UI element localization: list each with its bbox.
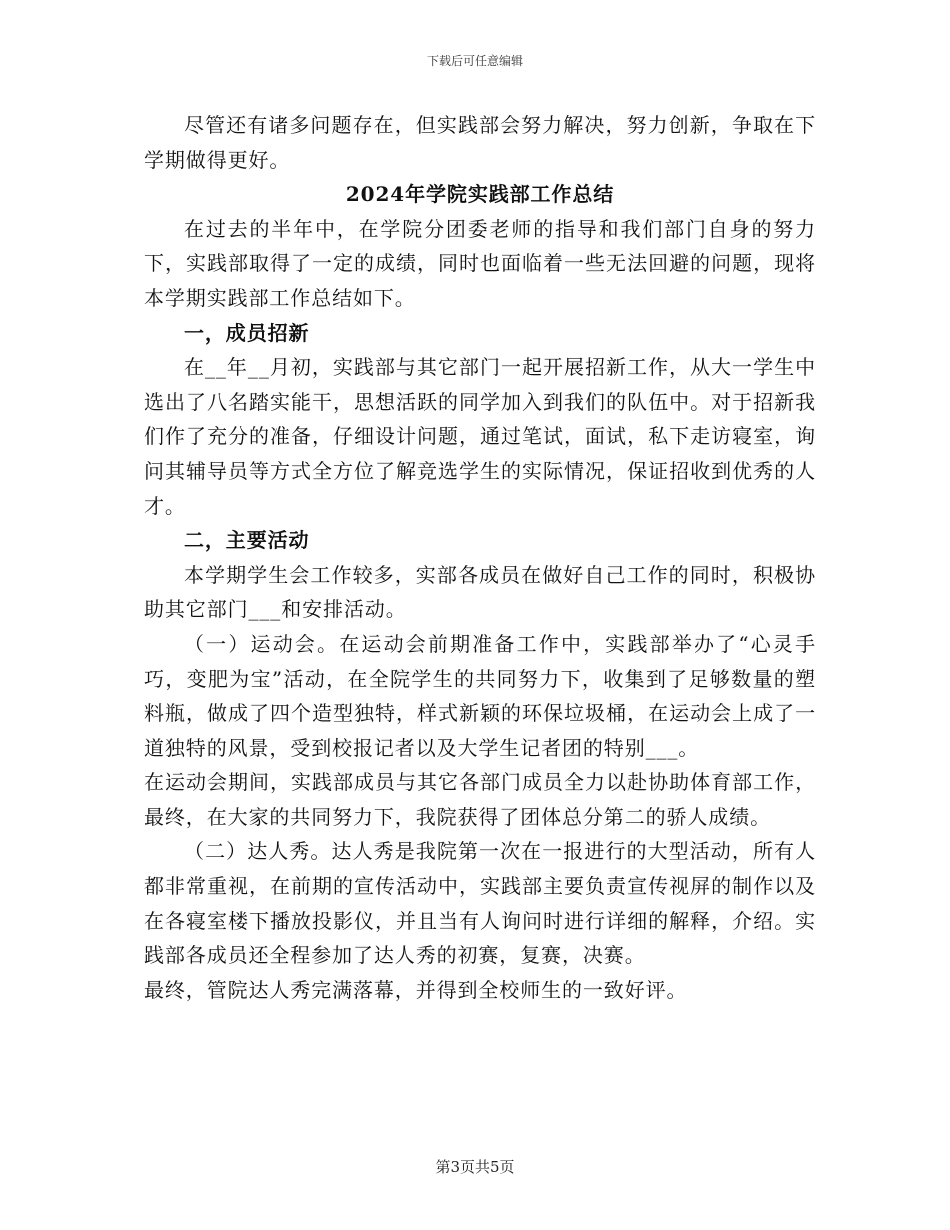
sports-meet-result-paragraph: 在运动会期间，实践部成员与其它各部门成员全力以赴协助体育部工作，最终，在大家的共同努力下，我院获得了团体总分第二的骄人成绩。 [144, 770, 816, 829]
section-heading-recruitment: 一，成员招新 [184, 320, 310, 345]
opening-paragraph: 在过去的半年中，在学院分团委老师的指导和我们部门自身的努力下，实践部取得了一定的成绩，同时也面临着一些无法回避的问题，现将本学期实践部工作总结如下。 [144, 216, 816, 310]
section-heading-activities: 二，主要活动 [184, 528, 310, 553]
recruitment-paragraph: 在__年__月初，实践部与其它部门一起开展招新工作，从大一学生中选出了八名踏实能干，思想活跃的同学加入到我们的队伍中。对于招新我们作了充分的准备，仔细设计问题，通过笔试，面试，私下走访寝室，询问其辅导员等方式全方位了解竞选学生的实际情况，保证招收到优秀的人才。 [144, 355, 816, 518]
activities-intro-paragraph: 本学期学生会工作较多，实部各成员在做好自己工作的同时，积极协助其它部门___和安排活动。 [144, 562, 816, 622]
document-title: 2024年学院实践部工作总结 [345, 182, 615, 207]
sports-meet-paragraph: （一）运动会。在运动会前期准备工作中，实践部举办了“心灵手巧，变肥为宝”活动，在全院学生的共同努力下，收集到了足够数量的塑料瓶，做成了四个造型独特，样式新颖的环保垃圾桶，在运动会上成了一道独特的风景，受到校报记者以及大学生记者团的特别___。 [144, 631, 816, 760]
talent-show-paragraph: （二）达人秀。达人秀是我院第一次在一报进行的大型活动，所有人都非常重视，在前期的宣传活动中，实践部主要负责宣传视屏的制作以及在各寝室楼下播放投影仪，并且当有人询问时进行详细的解释，介绍。实践部各成员还全程参加了达人秀的初赛，复赛，决赛。 [144, 839, 816, 968]
header-note: 下载后可任意编辑 [426, 54, 523, 68]
document-body [144, 108, 816, 1007]
intro-paragraph: 尽管还有诸多问题存在，但实践部会努力解决，努力创新，争取在下学期做得更好。 [144, 113, 816, 172]
talent-show-result-paragraph: 最终，管院达人秀完满落幕，并得到全校师生的一致好评。 [144, 977, 688, 1002]
page-number: 第3页共5页 [435, 1158, 515, 1176]
